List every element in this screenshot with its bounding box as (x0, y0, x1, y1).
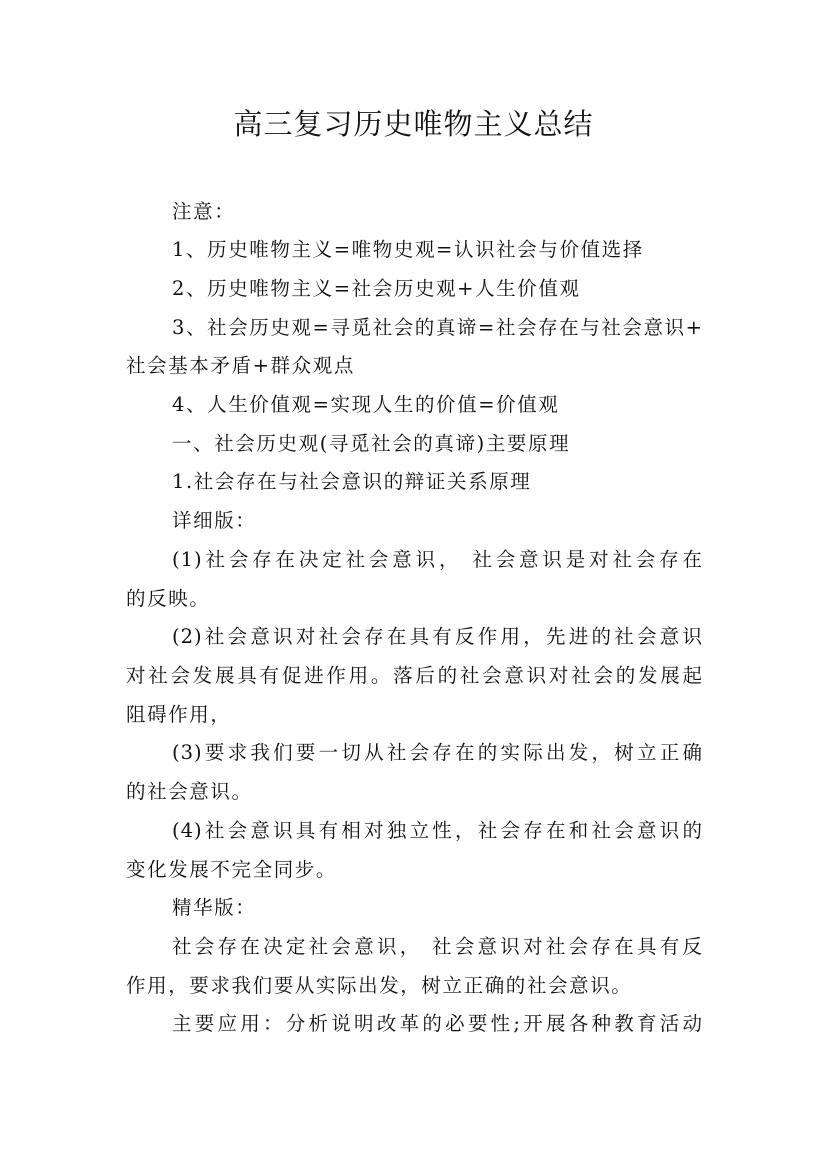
main-application: 主要应用：分析说明改革的必要性;开展各种教育活动 (172, 1012, 703, 1035)
note-item-3: 3、社会历史观=寻觅社会的真谛=社会存在与社会意识+ (172, 316, 703, 339)
detailed-version-label: 详细版： (172, 509, 257, 532)
note-heading: 注意： (172, 200, 236, 223)
note-item-3-continued: 社会基本矛盾+群众观点 (126, 354, 355, 377)
section-heading-1: 一、社会历史观(寻觅社会的真谛)主要原理 (172, 432, 571, 455)
subsection-heading-1: 1.社会存在与社会意识的辩证关系原理 (172, 470, 532, 493)
point-3: (3)要求我们要一切从社会存在的实际出发，树立正确 (172, 741, 703, 764)
point-1-continued: 的反映。 (126, 587, 211, 610)
essence-text-continued: 作用，要求我们要从实际出发，树立正确的社会意识。 (126, 974, 633, 997)
point-2: (2)社会意识对社会存在具有反作用，先进的社会意识 (172, 625, 703, 648)
point-3-continued: 的社会意识。 (126, 780, 253, 803)
point-2-continued-2: 阻碍作用， (126, 703, 232, 726)
point-4-continued: 变化发展不完全同步。 (126, 858, 338, 881)
note-item-2: 2、历史唯物主义=社会历史观+人生价值观 (172, 277, 581, 300)
note-item-1: 1、历史唯物主义=唯物史观=认识社会与价值选择 (172, 238, 644, 261)
point-1: (1)社会存在决定社会意识， 社会意识是对社会存在 (172, 548, 703, 571)
point-2-continued: 对社会发展具有促进作用。落后的社会意识对社会的发展起 (126, 664, 703, 687)
note-item-4: 4、人生价值观=实现人生的价值=价值观 (172, 393, 560, 416)
point-4: (4)社会意识具有相对独立性，社会存在和社会意识的 (172, 819, 703, 842)
essence-text: 社会存在决定社会意识， 社会意识对社会存在具有反 (172, 935, 703, 958)
essence-version-label: 精华版： (172, 896, 257, 919)
document-title: 高三复习历史唯物主义总结 (233, 107, 594, 141)
